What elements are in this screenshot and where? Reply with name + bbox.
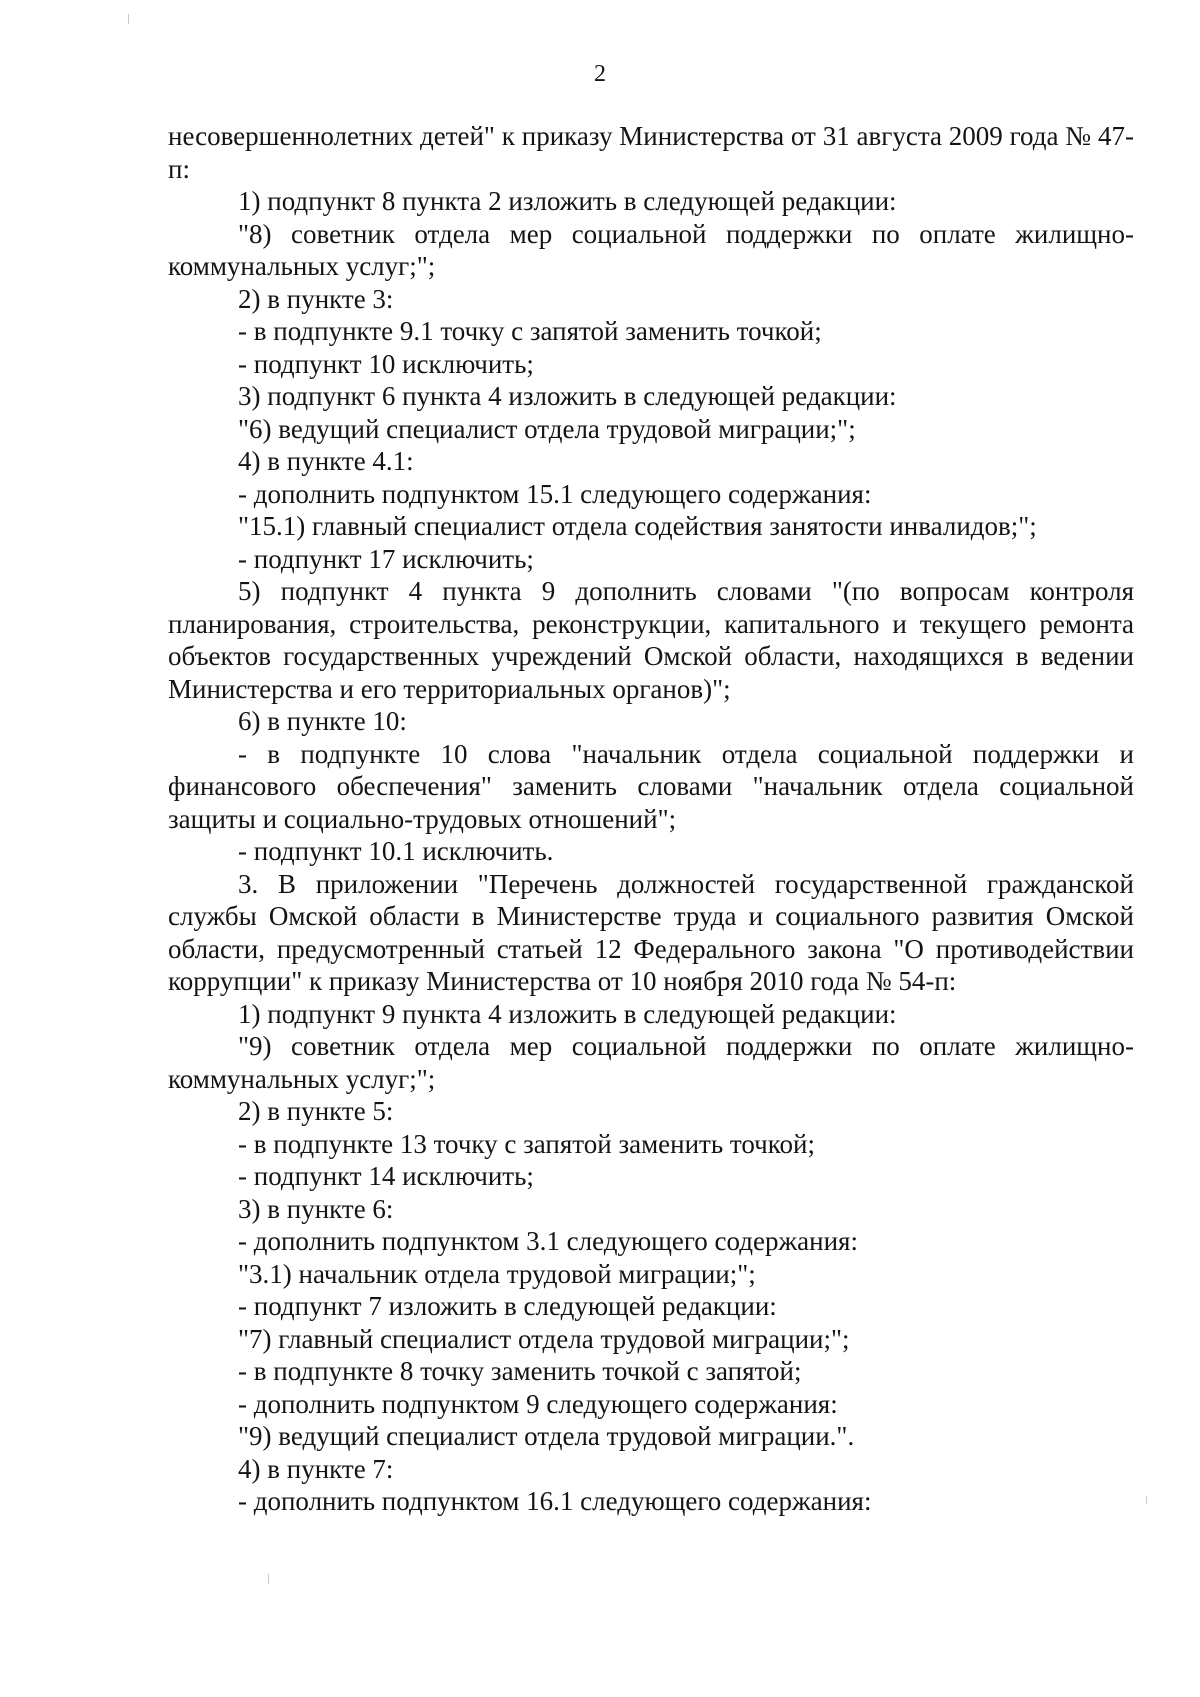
paragraph: - дополнить подпунктом 3.1 следующего содержания: <box>238 1226 858 1256</box>
paragraph: - в подпункте 10 слова "начальник отдела социальной поддержки и финансового обеспечения" заменить словами "начальник отдела социальной защиты и социально-трудовых отношений"; <box>168 738 1134 834</box>
paragraph: - в подпункте 13 точку с запятой заменить точкой; <box>238 1128 815 1159</box>
paragraph: "15.1) главный специалист отдела содействия занятости инвалидов;"; <box>238 511 1037 541</box>
paragraph: 3. В приложении "Перечень должностей государственной гражданской службы Омской области в Министерстве труда и социального развития Омской области, предусмотренный статьей 12 Федерального закона "О противодействии коррупции" к приказу Министерства от 10 ноября 2010 года № 54-п: <box>168 868 1134 996</box>
paragraph: 6) в пункте 10: <box>238 706 407 736</box>
paragraph: 2) в пункте 5: <box>238 1096 394 1126</box>
paragraph: - дополнить подпунктом 15.1 следующего содержания: <box>238 478 872 509</box>
paragraph: - дополнить подпунктом 9 следующего содержания: <box>238 1388 838 1419</box>
paragraph: 3) в пункте 6: <box>238 1193 394 1224</box>
paragraph: - в подпункте 8 точку заменить точкой с запятой; <box>238 1356 802 1386</box>
paragraph: "8) советник отдела мер социальной поддержки по оплате жилищно-коммунальных услуг;"; <box>168 218 1134 281</box>
paragraph: "7) главный специалист отдела трудовой миграции;"; <box>238 1323 850 1354</box>
page-number: 2 <box>594 61 606 87</box>
paragraph: "9) советник отдела мер социальной поддержки по оплате жилищно-коммунальных услуг;"; <box>168 1031 1134 1094</box>
paragraph: - в подпункте 9.1 точку с запятой заменить точкой; <box>238 316 822 346</box>
paragraph: 4) в пункте 4.1: <box>238 446 414 476</box>
paragraph: "6) ведущий специалист отдела трудовой миграции;"; <box>238 413 856 444</box>
paragraph: - подпункт 10.1 исключить. <box>238 836 554 866</box>
paragraph: 1) подпункт 8 пункта 2 изложить в следующей редакции: <box>238 186 897 216</box>
document-body <box>168 120 1134 1518</box>
paragraph: - дополнить подпунктом 16.1 следующего содержания: <box>238 1486 872 1516</box>
paragraph: 5) подпункт 4 пункта 9 дополнить словами "(по вопросам контроля планирования, строительства, реконструкции, капитального и текущего ремонта объектов государственных учреждений Омской области, находящихся в ведении Министерства и его территориальных органов)"; <box>168 576 1134 704</box>
paragraph: "9) ведущий специалист отдела трудовой миграции.". <box>238 1421 855 1451</box>
scan-mark <box>268 1574 269 1584</box>
paragraph: - подпункт 14 исключить; <box>238 1161 534 1191</box>
paragraph: 4) в пункте 7: <box>238 1453 394 1484</box>
paragraph: - подпункт 17 исключить; <box>238 543 534 574</box>
paragraph: несовершеннолетних детей" к приказу Министерства от 31 августа 2009 года № 47-п: <box>168 121 1134 184</box>
paragraph: "3.1) начальник отдела трудовой миграции;"; <box>238 1258 756 1289</box>
scan-mark <box>128 14 129 24</box>
paragraph: 2) в пункте 3: <box>238 283 394 314</box>
paragraph: 3) подпункт 6 пункта 4 изложить в следующей редакции: <box>238 381 897 411</box>
paragraph: - подпункт 10 исключить; <box>238 348 534 379</box>
scan-mark <box>1146 1496 1147 1504</box>
paragraph: 1) подпункт 9 пункта 4 изложить в следующей редакции: <box>238 998 897 1029</box>
paragraph: - подпункт 7 изложить в следующей редакции: <box>238 1291 777 1321</box>
